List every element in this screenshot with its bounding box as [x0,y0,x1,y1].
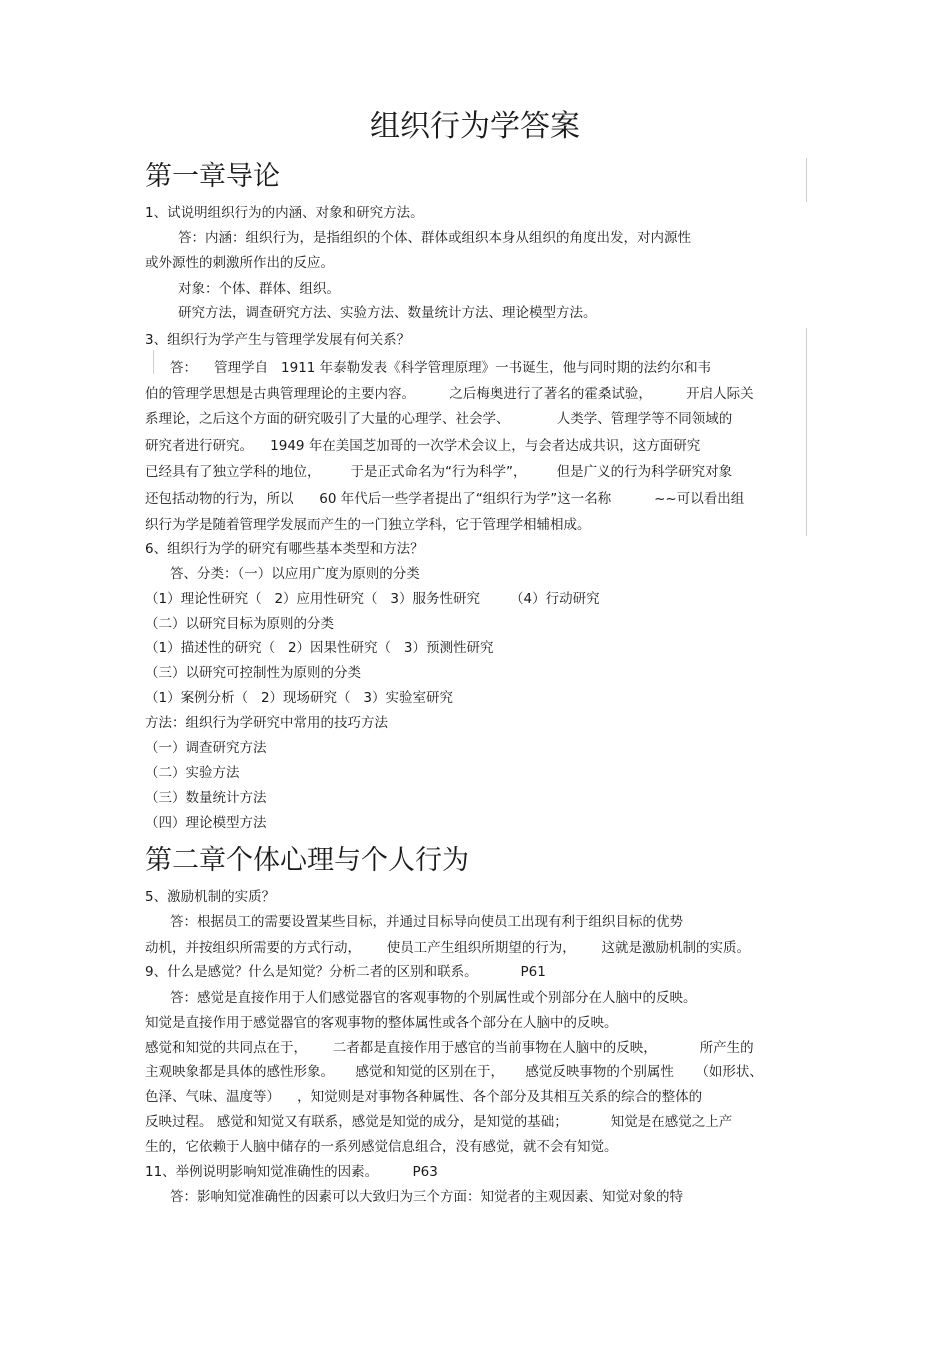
answer-line: 研究方法，调查研究方法、实验方法、数量统计方法、理论模型方法。 [178,305,597,321]
answer-line: 感觉和知觉的共同点在于， 二者都是直接作用于感官的当前事物在人脑中的反映， 所产生的 [145,1040,754,1056]
answer-line: 反映过程。 感觉和知觉又有联系，感觉是知觉的成分，是知觉的基础； 知觉是在感觉之上产 [145,1114,733,1130]
question: 9、什么是感觉？什么是知觉？分析二者的区别和联系。 P61 [145,964,546,980]
answer-line: 答：根据员工的需要设置某些目标，并通过目标导向使员工出现有利于组织目标的优势 [170,914,683,930]
answer-line: 答： 管理学自 1911 年泰勒发表《科学管理原理》一书诞生，他与同时期的法约尔和韦 [170,360,712,376]
answer-line: 主观映象都是具体的感性形象。 感觉和知觉的区别在于， 感觉反映事物的个别属性 （如形状、 [145,1064,763,1080]
answer-line: （1）描述性的研究（ 2）因果性研究（ 3）预测性研究 [145,640,494,656]
answer-line: 答、分类：（一）以应用广度为原则的分类 [170,566,420,582]
answer-line: （一）调查研究方法 [145,740,267,756]
answer-line: 答：影响知觉准确性的因素可以大致归为三个方面：知觉者的主观因素、知觉对象的特 [170,1189,683,1205]
answer-line: 方法：组织行为学研究中常用的技巧方法 [145,715,388,731]
question: 1、试说明组织行为的内涵、对象和研究方法。 [145,205,424,221]
answer-line: 或外源性的刺激所作出的反应。 [145,255,334,271]
answer-line: （四）理论模型方法 [145,815,267,831]
answer-line: 色泽、气味、温度等） ，知觉则是对事物各种属性、各个部分及其相互关系的综合的整体的 [145,1089,703,1105]
question: 11、举例说明影响知觉准确性的因素。 P63 [145,1164,438,1180]
question: 3、组织行为学产生与管理学发展有何关系？ [145,332,411,348]
answer-line: （二）以研究目标为原则的分类 [145,616,334,632]
margin-rule [153,350,154,374]
margin-rule [806,158,807,202]
question: 5、激励机制的实质？ [145,889,276,905]
chapter-heading: 第二章个体心理与个人行为 [145,845,469,876]
answer-line: 动机，并按组织所需要的方式行动， 使员工产生组织所期望的行为， 这就是激励机制的实质。 [145,940,750,956]
answer-line: （三）数量统计方法 [145,790,267,806]
answer-line: 研究者进行研究。 1949 年在美国芝加哥的一次学术会议上，与会者达成共识，这方面研究 [145,438,701,454]
answer-line: 生的，它依赖于人脑中储存的一系列感觉信息组合，没有感觉，就不会有知觉。 [145,1139,618,1155]
answer-line: 答：内涵：组织行为，是指组织的个体、群体或组织本身从组织的角度出发，对内源性 [178,230,691,246]
answer-line: （三）以研究可控制性为原则的分类 [145,665,361,681]
answer-line: 对象：个体、群体、组织。 [178,281,340,297]
answer-line: （1）案例分析（ 2）现场研究（ 3）实验室研究 [145,690,454,706]
answer-line: 系理论，之后这个方面的研究吸引了大量的心理学、社会学、 人类学、管理学等不同领域的 [145,411,733,427]
answer-line: 知觉是直接作用于感觉器官的客观事物的整体属性或各个部分在人脑中的反映。 [145,1015,618,1031]
question: 6、组织行为学的研究有哪些基本类型和方法？ [145,541,424,557]
answer-line: （二）实验方法 [145,765,240,781]
answer-line: 伯的管理学思想是古典管理理论的主要内容。 之后梅奥进行了著名的霍桑试验， 开启人际关 [145,386,754,402]
margin-rule [806,328,807,536]
chapter-heading: 第一章导论 [145,161,280,192]
answer-line: （1）理论性研究（ 2）应用性研究（ 3）服务性研究 （4）行动研究 [145,591,600,607]
answer-line: 已经具有了独立学科的地位， 于是正式命名为“行为科学”， 但是广义的行为科学研究对象 [145,464,733,480]
answer-line: 还包括动物的行为，所以 60 年代后一些学者提出了“组织行为学”这一名称 ~~可以看出组 [145,491,745,507]
answer-line: 织行为学是随着管理学发展而产生的一门独立学科，它于管理学相辅相成。 [145,517,591,533]
answer-line: 答：感觉是直接作用于人们感觉器官的客观事物的个别属性或个别部分在人脑中的反映。 [170,990,697,1006]
document-title: 组织行为学答案 [370,109,580,144]
